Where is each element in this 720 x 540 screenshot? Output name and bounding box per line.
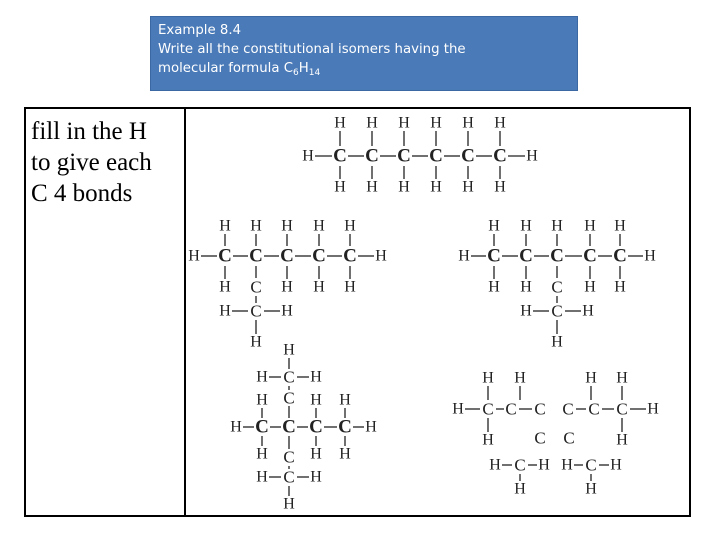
carbon-atom: C bbox=[283, 467, 295, 487]
carbon-atom: C bbox=[588, 399, 600, 419]
carbon-atom: C bbox=[613, 245, 627, 267]
carbon-atom: C bbox=[343, 245, 357, 267]
formula-hydrogen: H bbox=[298, 61, 309, 76]
hydrogen-atom: H bbox=[482, 369, 494, 387]
hydrogen-atom: H bbox=[256, 445, 268, 463]
hydrogen-atom: H bbox=[219, 278, 231, 296]
hydrogen-atom: H bbox=[584, 217, 596, 235]
hydrogen-atom: H bbox=[334, 114, 346, 132]
hydrogen-atom: H bbox=[302, 147, 314, 165]
formula-hydrogen-count: 14 bbox=[308, 68, 321, 78]
hydrogen-atom: H bbox=[365, 418, 377, 436]
hydrogen-atom: H bbox=[281, 217, 293, 235]
carbon-atom: C bbox=[534, 399, 546, 419]
hydrogen-atom: H bbox=[452, 400, 464, 418]
carbon-atom: C bbox=[534, 428, 546, 448]
carbon-atom: C bbox=[505, 399, 517, 419]
formula-carbon-count: 6 bbox=[293, 68, 299, 78]
carbon-atom: C bbox=[514, 455, 526, 475]
formula-prefix: molecular formula C bbox=[158, 61, 294, 76]
hydrogen-atom: H bbox=[313, 217, 325, 235]
hydrogen-atom: H bbox=[489, 456, 501, 474]
hydrogen-atom: H bbox=[398, 178, 410, 196]
hydrogen-atom: H bbox=[551, 333, 563, 351]
hydrogen-atom: H bbox=[520, 217, 532, 235]
hydrogen-atom: H bbox=[494, 114, 506, 132]
carbon-atom: C bbox=[551, 277, 563, 297]
hydrogen-atom: H bbox=[313, 278, 325, 296]
hydrogen-atom: H bbox=[488, 278, 500, 296]
hydrogen-atom: H bbox=[520, 278, 532, 296]
carbon-atom: C bbox=[397, 145, 411, 167]
hydrogen-atom: H bbox=[488, 217, 500, 235]
hydrogen-atom: H bbox=[430, 114, 442, 132]
hydrogen-atom: H bbox=[250, 333, 262, 351]
hydrogen-atom: H bbox=[339, 445, 351, 463]
carbon-atom: C bbox=[365, 145, 379, 167]
carbon-atom: C bbox=[550, 245, 564, 267]
hydrogen-atom: H bbox=[366, 114, 378, 132]
hydrogen-atom: H bbox=[482, 431, 494, 449]
hydrogen-atom: H bbox=[281, 278, 293, 296]
hydrogen-atom: H bbox=[375, 247, 387, 265]
hydrogen-atom: H bbox=[230, 418, 242, 436]
hydrogen-atom: H bbox=[551, 217, 563, 235]
hydrogen-atom: H bbox=[339, 391, 351, 409]
hydrogen-atom: H bbox=[520, 302, 532, 320]
carbon-atom: C bbox=[250, 277, 262, 297]
hydrogen-atom: H bbox=[462, 178, 474, 196]
hydrogen-atom: H bbox=[462, 114, 474, 132]
carbon-atom: C bbox=[280, 245, 294, 267]
carbon-atom: C bbox=[519, 245, 533, 267]
carbon-atom: C bbox=[482, 399, 494, 419]
carbon-atom: C bbox=[583, 245, 597, 267]
hydrogen-atom: H bbox=[585, 369, 597, 387]
carbon-atom: C bbox=[282, 416, 296, 438]
hydrogen-atom: H bbox=[281, 302, 293, 320]
hydrogen-atom: H bbox=[344, 217, 356, 235]
carbon-atom: C bbox=[551, 301, 563, 321]
carbon-atom: C bbox=[487, 245, 501, 267]
hint-line-3: C 4 bonds bbox=[31, 180, 133, 207]
hydrogen-atom: H bbox=[526, 147, 538, 165]
hydrogen-atom: H bbox=[584, 278, 596, 296]
carbon-atom: C bbox=[562, 399, 574, 419]
carbon-atom: C bbox=[333, 145, 347, 167]
hydrogen-atom: H bbox=[616, 431, 628, 449]
hydrogen-atom: H bbox=[494, 178, 506, 196]
hydrogen-atom: H bbox=[219, 302, 231, 320]
carbon-atom: C bbox=[312, 245, 326, 267]
hydrogen-atom: H bbox=[283, 341, 295, 359]
carbon-atom: C bbox=[283, 367, 295, 387]
hydrogen-atom: H bbox=[614, 217, 626, 235]
carbon-atom: C bbox=[338, 416, 352, 438]
hydrogen-atom: H bbox=[514, 369, 526, 387]
hydrogen-atom: H bbox=[610, 456, 622, 474]
carbon-atom: C bbox=[255, 416, 269, 438]
hydrogen-atom: H bbox=[647, 400, 659, 418]
hydrogen-atom: H bbox=[344, 278, 356, 296]
carbon-atom: C bbox=[309, 416, 323, 438]
hydrogen-atom: H bbox=[310, 368, 322, 386]
hydrogen-atom: H bbox=[585, 480, 597, 498]
hydrogen-atom: H bbox=[310, 391, 322, 409]
hydrogen-atom: H bbox=[514, 480, 526, 498]
hydrogen-atom: H bbox=[430, 178, 442, 196]
hydrogen-atom: H bbox=[256, 368, 268, 386]
hydrogen-atom: H bbox=[398, 114, 410, 132]
hydrogen-atom: H bbox=[256, 468, 268, 486]
hydrogen-atom: H bbox=[366, 178, 378, 196]
carbon-atom: C bbox=[493, 145, 507, 167]
hydrogen-atom: H bbox=[616, 369, 628, 387]
carbon-atom: C bbox=[250, 301, 262, 321]
example-label: Example 8.4 bbox=[158, 23, 242, 38]
hydrogen-atom: H bbox=[334, 178, 346, 196]
hydrogen-atom: H bbox=[458, 247, 470, 265]
hydrogen-atom: H bbox=[219, 217, 231, 235]
carbon-atom: C bbox=[461, 145, 475, 167]
carbon-atom: C bbox=[616, 399, 628, 419]
instruction-text: Write all the constitutional isomers having the bbox=[158, 42, 466, 57]
hydrogen-atom: H bbox=[561, 456, 573, 474]
hydrogen-atom: H bbox=[582, 302, 594, 320]
hydrogen-atom: H bbox=[188, 247, 200, 265]
hydrogen-atom: H bbox=[614, 278, 626, 296]
carbon-atom: C bbox=[249, 245, 263, 267]
carbon-atom: C bbox=[283, 447, 295, 467]
hint-line-1: fill in the H bbox=[31, 118, 147, 145]
hydrogen-atom: H bbox=[644, 247, 656, 265]
carbon-atom: C bbox=[563, 428, 575, 448]
hydrogen-atom: H bbox=[256, 391, 268, 409]
hydrogen-atom: H bbox=[310, 445, 322, 463]
carbon-atom: C bbox=[283, 388, 295, 408]
hydrogen-atom: H bbox=[250, 217, 262, 235]
hydrogen-atom: H bbox=[310, 468, 322, 486]
carbon-atom: C bbox=[218, 245, 232, 267]
hint-line-2: to give each bbox=[31, 149, 152, 176]
hydrogen-atom: H bbox=[283, 495, 295, 513]
hydrogen-atom: H bbox=[538, 456, 550, 474]
carbon-atom: C bbox=[585, 455, 597, 475]
carbon-atom: C bbox=[429, 145, 443, 167]
